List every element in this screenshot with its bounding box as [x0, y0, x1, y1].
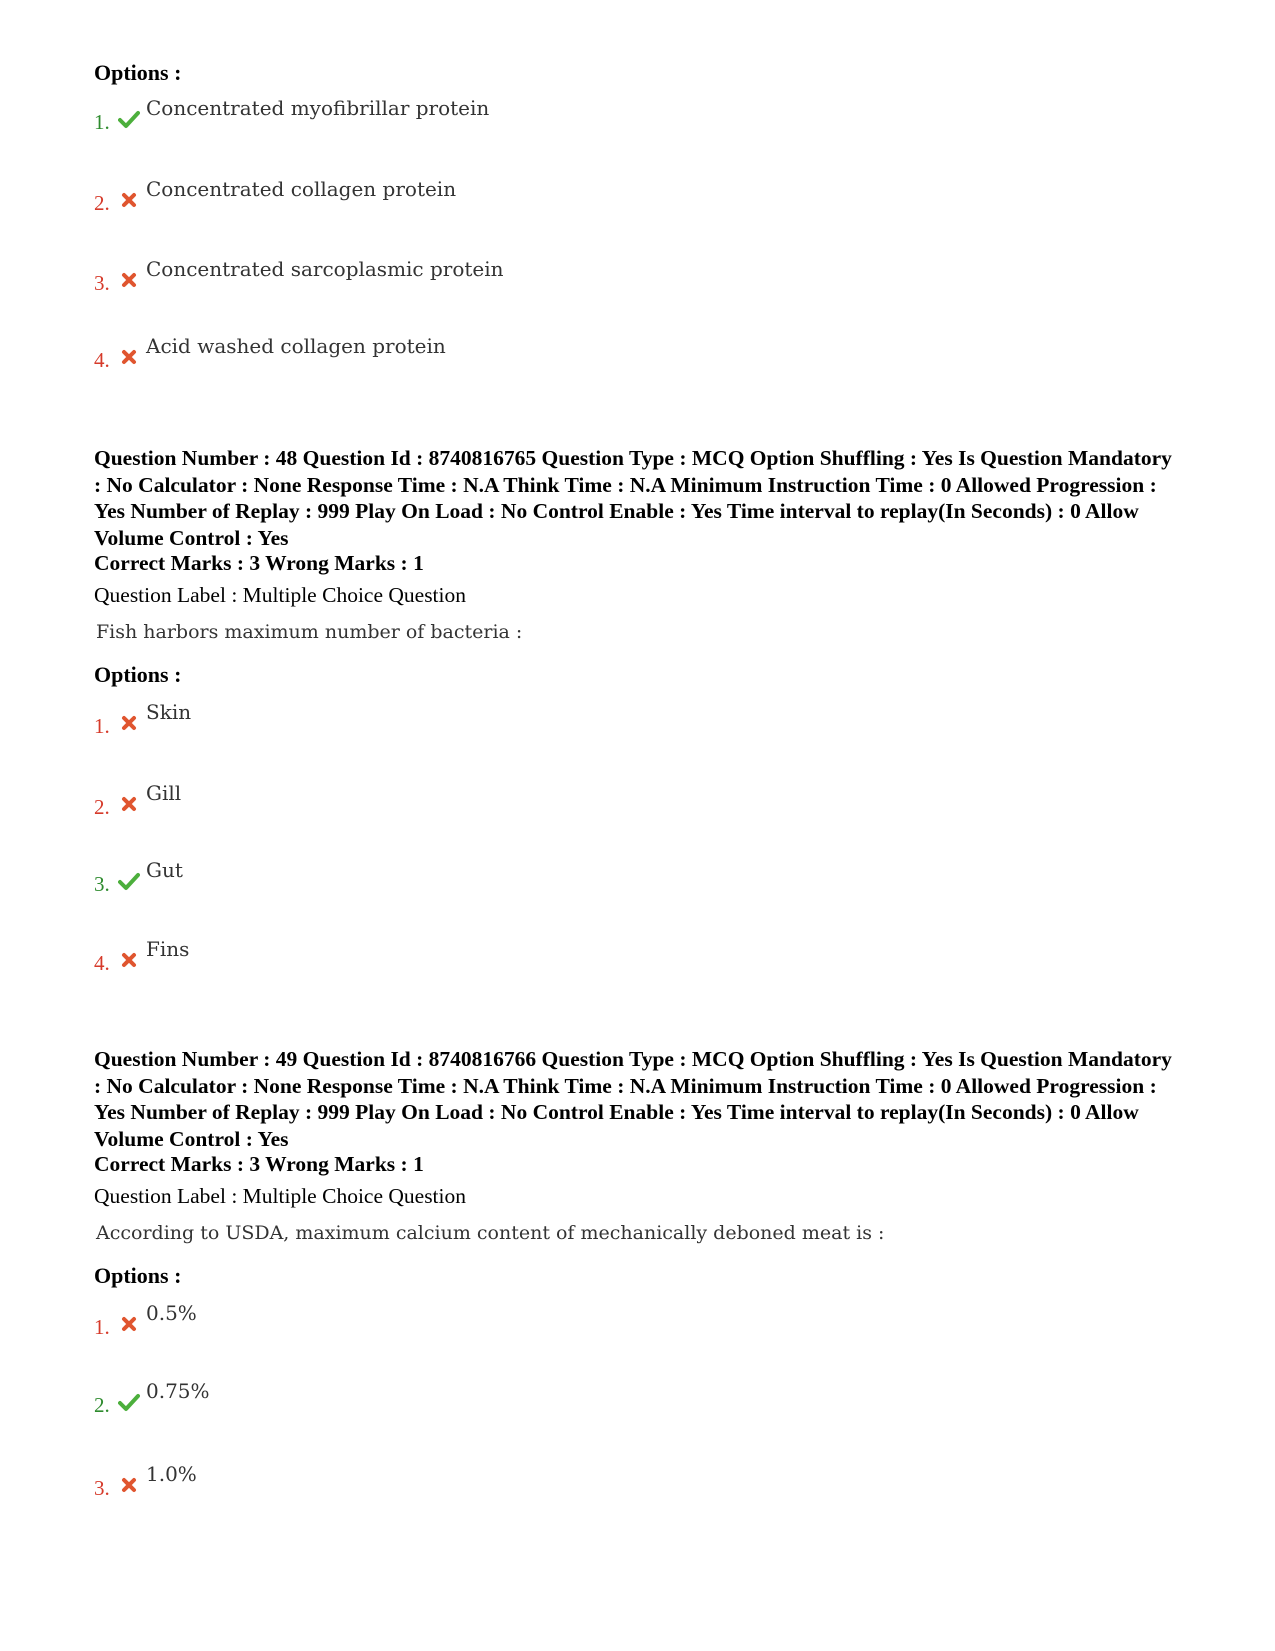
option-text: Gill [146, 781, 182, 805]
option-item [94, 858, 794, 896]
option-item [94, 96, 794, 134]
option-number: 2. [94, 1393, 110, 1417]
cross-mark-icon [118, 1474, 140, 1496]
option-item [94, 257, 794, 295]
option-text: 0.75% [146, 1379, 210, 1403]
cross-mark-icon [118, 346, 140, 368]
check-mark-icon [118, 870, 140, 892]
cross-mark-icon [118, 189, 140, 211]
option-number: 4. [94, 348, 110, 372]
cross-mark-icon [118, 1313, 140, 1335]
option-text: Concentrated collagen protein [146, 177, 457, 201]
option-number: 3. [94, 271, 110, 295]
option-number: 1. [94, 1315, 110, 1339]
option-item [94, 1301, 794, 1339]
option-number: 4. [94, 951, 110, 975]
question-marks: Correct Marks : 3 Wrong Marks : 1 [94, 551, 424, 575]
option-number: 1. [94, 110, 110, 134]
option-text: Acid washed collagen protein [146, 334, 446, 358]
option-item [94, 937, 794, 975]
option-text: Concentrated sarcoplasmic protein [146, 257, 504, 281]
question-label: Question Label : Multiple Choice Question [94, 1184, 467, 1208]
check-mark-icon [118, 108, 140, 130]
options-heading: Options : [94, 60, 182, 85]
cross-mark-icon [118, 949, 140, 971]
question-meta: Question Number : 49 Question Id : 8740816766 Question Type : MCQ Option Shuffling : Yes Is Question Mandatory : No Calculator : None Response Time : N.A Think Time : N.A Minimum Instruction Time : 0 Allowed Progression : Yes Number of Replay : 999 Play On Load : No Control Enable : Yes Time interval to replay(In Seconds) : 0 Allow Volume Control : Yes [94, 1047, 1172, 1151]
option-item [94, 700, 794, 738]
check-mark-icon [118, 1391, 140, 1413]
option-item [94, 781, 794, 819]
option-number: 1. [94, 714, 110, 738]
option-item [94, 177, 794, 215]
option-item [94, 1379, 794, 1417]
option-text: Skin [146, 700, 192, 724]
option-text: 1.0% [146, 1462, 197, 1486]
cross-mark-icon [118, 269, 140, 291]
question-marks: Correct Marks : 3 Wrong Marks : 1 [94, 1152, 424, 1176]
option-item [94, 1462, 794, 1500]
question-text: According to USDA, maximum calcium content of mechanically deboned meat is : [96, 1222, 885, 1244]
option-text: Concentrated myofibrillar protein [146, 96, 490, 120]
options-heading: Options : [94, 662, 182, 687]
option-number: 3. [94, 1476, 110, 1500]
options-heading: Options : [94, 1263, 182, 1288]
question-text: Fish harbors maximum number of bacteria : [96, 621, 523, 643]
cross-mark-icon [118, 793, 140, 815]
option-text: Gut [146, 858, 183, 882]
option-number: 3. [94, 872, 110, 896]
question-label: Question Label : Multiple Choice Question [94, 583, 467, 607]
question-meta: Question Number : 48 Question Id : 8740816765 Question Type : MCQ Option Shuffling : Yes Is Question Mandatory : No Calculator : None Response Time : N.A Think Time : N.A Minimum Instruction Time : 0 Allowed Progression : Yes Number of Replay : 999 Play On Load : No Control Enable : Yes Time interval to replay(In Seconds) : 0 Allow Volume Control : Yes [94, 446, 1172, 550]
option-text: 0.5% [146, 1301, 197, 1325]
option-text: Fins [146, 937, 190, 961]
option-number: 2. [94, 795, 110, 819]
cross-mark-icon [118, 712, 140, 734]
option-number: 2. [94, 191, 110, 215]
option-item [94, 334, 794, 372]
